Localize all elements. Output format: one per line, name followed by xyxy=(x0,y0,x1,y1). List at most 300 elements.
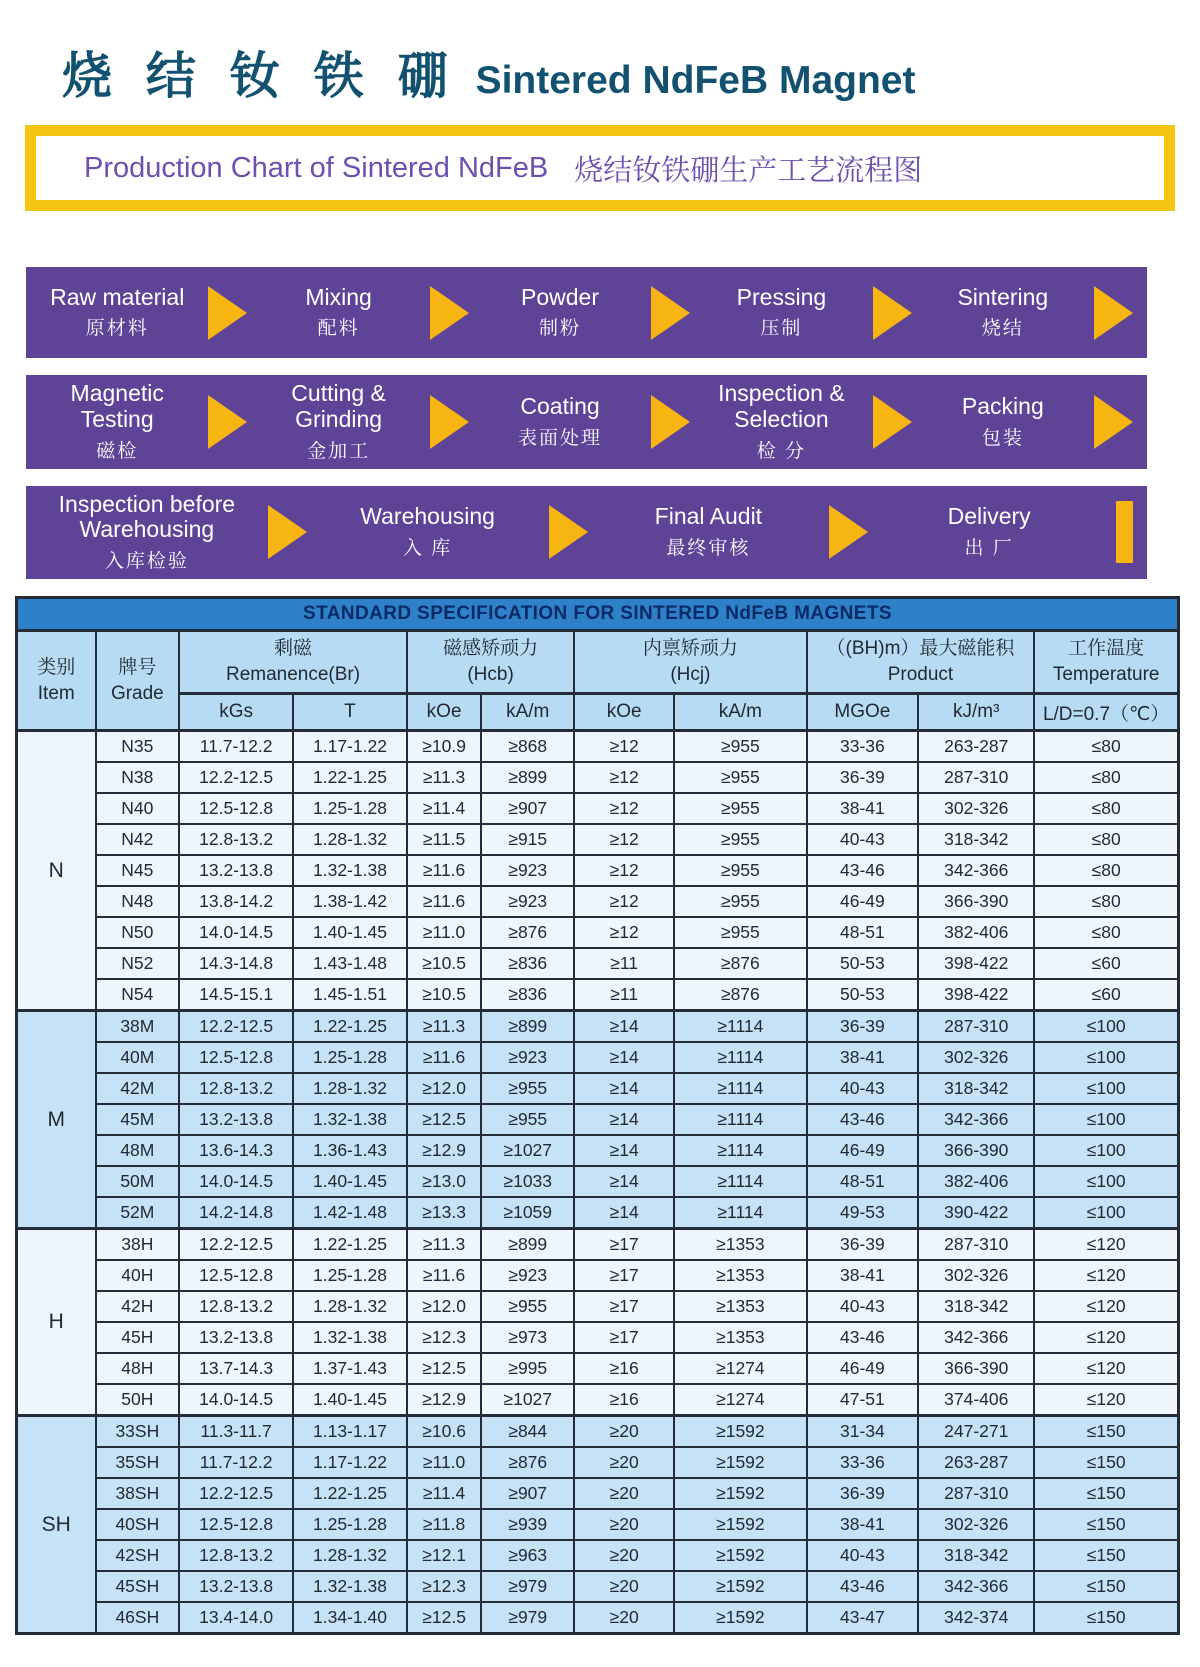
flow-step xyxy=(26,486,268,580)
value-cell: ≥844 xyxy=(481,1416,574,1448)
table-row xyxy=(17,1509,1179,1540)
value-cell: ≥11.6 xyxy=(407,1260,481,1291)
value-cell: ≥11 xyxy=(574,948,674,979)
value-cell: ≥12.5 xyxy=(407,1104,481,1135)
arrow-right-icon xyxy=(208,395,247,449)
value-cell: ≥923 xyxy=(481,886,574,917)
value-cell: 43-46 xyxy=(807,1322,919,1353)
value-cell: ≥1114 xyxy=(674,1073,806,1104)
value-cell: ≥14 xyxy=(574,1073,674,1104)
flow-step xyxy=(469,279,651,347)
value-cell: ≤150 xyxy=(1034,1540,1178,1571)
value-cell: 247-271 xyxy=(918,1416,1034,1448)
flow-step xyxy=(912,388,1094,456)
value-cell: ≥907 xyxy=(481,793,574,824)
value-cell: 40-43 xyxy=(807,1540,919,1571)
value-cell: ≥1592 xyxy=(674,1571,806,1602)
process-flow xyxy=(26,267,1147,579)
value-cell: ≥1353 xyxy=(674,1260,806,1291)
value-cell: ≥1592 xyxy=(674,1416,806,1448)
flow-band-1 xyxy=(26,267,1147,358)
value-cell: 13.4-14.0 xyxy=(179,1602,293,1634)
value-cell: ≥12.0 xyxy=(407,1073,481,1104)
value-cell: ≥17 xyxy=(574,1229,674,1261)
value-cell: 36-39 xyxy=(807,762,919,793)
value-cell: ≥923 xyxy=(481,1260,574,1291)
value-cell: ≤60 xyxy=(1034,948,1178,979)
table-row xyxy=(17,1260,1179,1291)
value-cell: ≥20 xyxy=(574,1509,674,1540)
value-cell: ≥955 xyxy=(674,731,806,763)
table-row xyxy=(17,793,1179,824)
col-unit-header: kA/m xyxy=(674,694,806,731)
table-row xyxy=(17,1042,1179,1073)
col-header-item xyxy=(17,631,96,731)
value-cell: 13.6-14.3 xyxy=(179,1135,293,1166)
value-cell: 13.2-13.8 xyxy=(179,1104,293,1135)
col-group-header xyxy=(807,631,1035,694)
value-cell: ≥939 xyxy=(481,1509,574,1540)
value-cell: ≥14 xyxy=(574,1197,674,1229)
value-cell: ≥12 xyxy=(574,855,674,886)
grade-cell: 38SH xyxy=(96,1478,180,1509)
flow-step-label-en: Final Audit xyxy=(654,503,763,530)
value-cell: ≤80 xyxy=(1034,793,1178,824)
flow-step xyxy=(912,279,1094,347)
grade-cell: 42H xyxy=(96,1291,180,1322)
table-row xyxy=(17,1135,1179,1166)
value-cell: 263-287 xyxy=(918,731,1034,763)
flow-step-label-zh: 出 厂 xyxy=(964,538,1014,560)
value-cell: 48-51 xyxy=(807,1166,919,1197)
value-cell: 1.25-1.28 xyxy=(293,1042,407,1073)
value-cell: ≥923 xyxy=(481,1042,574,1073)
value-cell: 14.0-14.5 xyxy=(179,1166,293,1197)
grade-cell: 42M xyxy=(96,1073,180,1104)
value-cell: ≤120 xyxy=(1034,1384,1178,1416)
value-cell: ≥20 xyxy=(574,1478,674,1509)
value-cell: 13.2-13.8 xyxy=(179,855,293,886)
value-cell: ≥12.9 xyxy=(407,1384,481,1416)
col-group-header-en: Remanence(Br) xyxy=(225,664,361,685)
value-cell: 1.17-1.22 xyxy=(293,1447,407,1478)
value-cell: 31-34 xyxy=(807,1416,919,1448)
table-row xyxy=(17,1073,1179,1104)
flow-step-label-en: Inspection before Warehousing xyxy=(58,490,236,543)
grade-cell: N35 xyxy=(96,731,180,763)
value-cell: ≥13.3 xyxy=(407,1197,481,1229)
flow-step-label-en: Inspection & Selection xyxy=(718,380,845,432)
value-cell: ≥876 xyxy=(674,948,806,979)
value-cell: ≥955 xyxy=(481,1291,574,1322)
item-cell: M xyxy=(17,1011,96,1229)
value-cell: ≥1114 xyxy=(674,1042,806,1073)
flow-step-label-zh: 原材料 xyxy=(85,318,149,340)
col-group-header-en: Product xyxy=(887,664,954,685)
grade-cell: N45 xyxy=(96,855,180,886)
value-cell: ≥11.8 xyxy=(407,1509,481,1540)
value-cell: 12.5-12.8 xyxy=(179,1042,293,1073)
value-cell: ≥12 xyxy=(574,762,674,793)
page-title xyxy=(62,36,1200,108)
arrow-right-icon xyxy=(1094,286,1133,340)
flow-step xyxy=(588,498,830,566)
value-cell: ≥915 xyxy=(481,824,574,855)
table-row xyxy=(17,1540,1179,1571)
table-row xyxy=(17,1291,1179,1322)
value-cell: 43-46 xyxy=(807,1104,919,1135)
col-unit-header: kJ/m³ xyxy=(918,694,1034,731)
value-cell: 43-46 xyxy=(807,855,919,886)
value-cell: ≥955 xyxy=(481,1073,574,1104)
value-cell: 49-53 xyxy=(807,1197,919,1229)
value-cell: ≥20 xyxy=(574,1540,674,1571)
value-cell: 36-39 xyxy=(807,1229,919,1261)
flow-step xyxy=(26,375,208,469)
grade-cell: 45SH xyxy=(96,1571,180,1602)
value-cell: ≤120 xyxy=(1034,1260,1178,1291)
value-cell: 40-43 xyxy=(807,1291,919,1322)
value-cell: ≥11 xyxy=(574,979,674,1011)
value-cell: 38-41 xyxy=(807,1042,919,1073)
table-row xyxy=(17,1602,1179,1634)
table-row xyxy=(17,1322,1179,1353)
grade-cell: 46SH xyxy=(96,1602,180,1634)
flow-step-label-zh: 压制 xyxy=(760,318,803,340)
value-cell: ≥11.3 xyxy=(407,1229,481,1261)
value-cell: ≥1592 xyxy=(674,1478,806,1509)
table-row xyxy=(17,1011,1179,1043)
arrow-right-icon xyxy=(829,505,868,559)
value-cell: 366-390 xyxy=(918,886,1034,917)
value-cell: ≥1592 xyxy=(674,1447,806,1478)
value-cell: ≥11.4 xyxy=(407,793,481,824)
value-cell: ≤150 xyxy=(1034,1509,1178,1540)
table-row xyxy=(17,948,1179,979)
value-cell: 38-41 xyxy=(807,1260,919,1291)
value-cell: ≤120 xyxy=(1034,1229,1178,1261)
value-cell: 12.5-12.8 xyxy=(179,793,293,824)
table-row xyxy=(17,1571,1179,1602)
value-cell: 1.25-1.28 xyxy=(293,1509,407,1540)
col-group-header xyxy=(574,631,806,694)
value-cell: ≥899 xyxy=(481,1229,574,1261)
flow-step-label-zh: 磁检 xyxy=(96,440,139,462)
value-cell: 1.34-1.40 xyxy=(293,1602,407,1634)
value-cell: 14.0-14.5 xyxy=(179,917,293,948)
grade-cell: 45H xyxy=(96,1322,180,1353)
value-cell: ≥10.6 xyxy=(407,1416,481,1448)
value-cell: ≥1027 xyxy=(481,1384,574,1416)
flow-step-label-zh: 配料 xyxy=(317,318,360,340)
col-group-header xyxy=(407,631,574,694)
col-group-header-en: (Hcb) xyxy=(467,664,514,685)
value-cell: ≥13.0 xyxy=(407,1166,481,1197)
value-cell: ≤100 xyxy=(1034,1104,1178,1135)
value-cell: 38-41 xyxy=(807,793,919,824)
table-row xyxy=(17,1104,1179,1135)
value-cell: 12.5-12.8 xyxy=(179,1509,293,1540)
value-cell: 342-366 xyxy=(918,855,1034,886)
value-cell: ≥1033 xyxy=(481,1166,574,1197)
value-cell: 1.40-1.45 xyxy=(293,917,407,948)
value-cell: 46-49 xyxy=(807,1353,919,1384)
table-row xyxy=(17,1416,1179,1448)
col-group-header-en: (Hcj) xyxy=(670,664,711,685)
value-cell: ≤80 xyxy=(1034,731,1178,763)
grade-cell: 52M xyxy=(96,1197,180,1229)
value-cell: 1.22-1.25 xyxy=(293,762,407,793)
value-cell: 318-342 xyxy=(918,1073,1034,1104)
value-cell: 14.5-15.1 xyxy=(179,979,293,1011)
arrow-right-icon xyxy=(873,395,912,449)
value-cell: ≥955 xyxy=(481,1104,574,1135)
value-cell: ≥876 xyxy=(481,917,574,948)
value-cell: ≥1114 xyxy=(674,1104,806,1135)
value-cell: ≥868 xyxy=(481,731,574,763)
value-cell: 1.25-1.28 xyxy=(293,793,407,824)
value-cell: ≥907 xyxy=(481,1478,574,1509)
value-cell: 374-406 xyxy=(918,1384,1034,1416)
value-cell: ≥955 xyxy=(674,793,806,824)
arrow-right-icon xyxy=(651,395,690,449)
page-title-english: Sintered NdFeB Magnet xyxy=(475,59,916,102)
value-cell: 342-366 xyxy=(918,1104,1034,1135)
table-row xyxy=(17,1447,1179,1478)
flow-step-label-zh: 最终审核 xyxy=(666,538,751,560)
value-cell: 43-47 xyxy=(807,1602,919,1634)
arrow-right-icon xyxy=(651,286,690,340)
value-cell: 50-53 xyxy=(807,948,919,979)
col-unit-header: kA/m xyxy=(481,694,574,731)
table-row xyxy=(17,1353,1179,1384)
value-cell: ≥12 xyxy=(574,886,674,917)
value-cell: ≥836 xyxy=(481,948,574,979)
flow-step-label-en: Magnetic Testing xyxy=(70,380,164,432)
value-cell: ≤150 xyxy=(1034,1602,1178,1634)
value-cell: ≥1114 xyxy=(674,1135,806,1166)
grade-cell: N40 xyxy=(96,793,180,824)
grade-cell: 40M xyxy=(96,1042,180,1073)
value-cell: ≤100 xyxy=(1034,1042,1178,1073)
value-cell: ≤80 xyxy=(1034,824,1178,855)
value-cell: ≥11.0 xyxy=(407,1447,481,1478)
value-cell: 12.2-12.5 xyxy=(179,1011,293,1043)
value-cell: ≥14 xyxy=(574,1042,674,1073)
table-row xyxy=(17,1197,1179,1229)
value-cell: ≥12.9 xyxy=(407,1135,481,1166)
value-cell: ≥17 xyxy=(574,1291,674,1322)
value-cell: ≥1114 xyxy=(674,1011,806,1043)
value-cell: ≤80 xyxy=(1034,855,1178,886)
value-cell: 12.8-13.2 xyxy=(179,1540,293,1571)
grade-cell: N42 xyxy=(96,824,180,855)
grade-cell: 45M xyxy=(96,1104,180,1135)
value-cell: ≥1353 xyxy=(674,1229,806,1261)
value-cell: ≥1059 xyxy=(481,1197,574,1229)
flow-step-label-zh: 入库检验 xyxy=(104,551,189,572)
value-cell: ≤100 xyxy=(1034,1011,1178,1043)
value-cell: ≥1114 xyxy=(674,1197,806,1229)
grade-cell: 40SH xyxy=(96,1509,180,1540)
col-header-item-zh: 类别 xyxy=(37,656,76,678)
value-cell: ≥12.1 xyxy=(407,1540,481,1571)
value-cell: ≥11.3 xyxy=(407,762,481,793)
grade-cell: 38H xyxy=(96,1229,180,1261)
value-cell: 43-46 xyxy=(807,1571,919,1602)
value-cell: 13.2-13.8 xyxy=(179,1322,293,1353)
value-cell: 318-342 xyxy=(918,824,1034,855)
flow-step-label-en: Mixing xyxy=(305,283,372,310)
value-cell: 14.2-14.8 xyxy=(179,1197,293,1229)
value-cell: ≥10.9 xyxy=(407,731,481,763)
value-cell: ≤80 xyxy=(1034,762,1178,793)
grade-cell: 48M xyxy=(96,1135,180,1166)
value-cell: 40-43 xyxy=(807,824,919,855)
table-row xyxy=(17,917,1179,948)
flow-step-label-zh: 入 库 xyxy=(402,538,453,560)
col-header-grade xyxy=(96,631,180,731)
value-cell: ≥11.5 xyxy=(407,824,481,855)
value-cell: ≥973 xyxy=(481,1322,574,1353)
value-cell: 12.8-13.2 xyxy=(179,1073,293,1104)
table-row xyxy=(17,824,1179,855)
flow-step-label-zh: 检 分 xyxy=(756,440,807,462)
value-cell: 1.22-1.25 xyxy=(293,1478,407,1509)
flow-step-label-en: Warehousing xyxy=(360,503,495,530)
arrow-right-icon xyxy=(268,505,307,559)
col-header-grade-en: Grade xyxy=(110,682,164,704)
value-cell: ≥979 xyxy=(481,1602,574,1634)
value-cell: ≥11.6 xyxy=(407,855,481,886)
value-cell: ≥1114 xyxy=(674,1166,806,1197)
flow-step xyxy=(307,498,549,566)
value-cell: 318-342 xyxy=(918,1291,1034,1322)
value-cell: ≥11.6 xyxy=(407,886,481,917)
value-cell: ≤120 xyxy=(1034,1353,1178,1384)
grade-cell: 42SH xyxy=(96,1540,180,1571)
value-cell: ≥955 xyxy=(674,855,806,886)
value-cell: 398-422 xyxy=(918,979,1034,1011)
arrow-right-icon xyxy=(430,286,469,340)
production-chart-banner xyxy=(25,125,1175,211)
value-cell: ≥1274 xyxy=(674,1384,806,1416)
grade-cell: 38M xyxy=(96,1011,180,1043)
flow-step-label-zh: 表面处理 xyxy=(518,427,603,449)
col-group-header-zh: （(BH)m）最大磁能积 xyxy=(826,638,1015,660)
value-cell: 1.28-1.32 xyxy=(293,1540,407,1571)
value-cell: ≥995 xyxy=(481,1353,574,1384)
col-unit-header: kOe xyxy=(574,694,674,731)
value-cell: ≥1274 xyxy=(674,1353,806,1384)
value-cell: 1.42-1.48 xyxy=(293,1197,407,1229)
value-cell: 12.2-12.5 xyxy=(179,1478,293,1509)
value-cell: 342-374 xyxy=(918,1602,1034,1634)
flow-step-label-zh: 金加工 xyxy=(307,440,371,462)
value-cell: 33-36 xyxy=(807,731,919,763)
value-cell: 287-310 xyxy=(918,1011,1034,1043)
value-cell: 398-422 xyxy=(918,948,1034,979)
table-row xyxy=(17,1166,1179,1197)
value-cell: ≥899 xyxy=(481,762,574,793)
value-cell: ≥14 xyxy=(574,1166,674,1197)
value-cell: ≤100 xyxy=(1034,1135,1178,1166)
value-cell: 342-366 xyxy=(918,1571,1034,1602)
grade-cell: N50 xyxy=(96,917,180,948)
flow-step xyxy=(247,279,429,347)
grade-cell: N48 xyxy=(96,886,180,917)
value-cell: ≤60 xyxy=(1034,979,1178,1011)
grade-cell: 50M xyxy=(96,1166,180,1197)
spec-table xyxy=(15,596,1180,1635)
value-cell: 287-310 xyxy=(918,762,1034,793)
col-unit-header: kOe xyxy=(407,694,481,731)
value-cell: ≥1592 xyxy=(674,1509,806,1540)
grade-cell: 40H xyxy=(96,1260,180,1291)
flow-step-label-en: Delivery xyxy=(947,503,1031,530)
value-cell: 1.40-1.45 xyxy=(293,1166,407,1197)
value-cell: 47-51 xyxy=(807,1384,919,1416)
end-bar-icon xyxy=(1116,501,1133,563)
value-cell: ≥1592 xyxy=(674,1540,806,1571)
value-cell: ≥20 xyxy=(574,1447,674,1478)
value-cell: ≤150 xyxy=(1034,1478,1178,1509)
value-cell: ≥12 xyxy=(574,824,674,855)
flow-step-label-zh: 包装 xyxy=(981,427,1024,449)
arrow-right-icon xyxy=(549,505,588,559)
value-cell: ≤100 xyxy=(1034,1166,1178,1197)
value-cell: 12.8-13.2 xyxy=(179,1291,293,1322)
value-cell: 1.28-1.32 xyxy=(293,1291,407,1322)
arrow-right-icon xyxy=(1094,395,1133,449)
value-cell: ≥1027 xyxy=(481,1135,574,1166)
col-unit-header: L/D=0.7（℃） xyxy=(1034,694,1178,731)
value-cell: 1.45-1.51 xyxy=(293,979,407,1011)
flow-step xyxy=(868,498,1110,566)
item-cell: SH xyxy=(17,1416,96,1634)
flow-step xyxy=(690,279,872,347)
col-group-header-zh: 工作温度 xyxy=(1068,638,1145,660)
value-cell: ≤150 xyxy=(1034,1416,1178,1448)
value-cell: 50-53 xyxy=(807,979,919,1011)
value-cell: ≤150 xyxy=(1034,1571,1178,1602)
value-cell: 12.8-13.2 xyxy=(179,824,293,855)
grade-cell: N54 xyxy=(96,979,180,1011)
value-cell: 302-326 xyxy=(918,1260,1034,1291)
value-cell: ≥11.0 xyxy=(407,917,481,948)
value-cell: ≥1353 xyxy=(674,1322,806,1353)
value-cell: ≥955 xyxy=(674,917,806,948)
value-cell: ≥20 xyxy=(574,1571,674,1602)
value-cell: 1.37-1.43 xyxy=(293,1353,407,1384)
grade-cell: 50H xyxy=(96,1384,180,1416)
value-cell: ≥10.5 xyxy=(407,948,481,979)
value-cell: 1.32-1.38 xyxy=(293,1322,407,1353)
flow-step-label-en: Raw material xyxy=(50,283,185,310)
grade-cell: 48H xyxy=(96,1353,180,1384)
value-cell: 11.3-11.7 xyxy=(179,1416,293,1448)
value-cell: 38-41 xyxy=(807,1509,919,1540)
flow-step-label-zh: 制粉 xyxy=(539,318,582,340)
col-group-header-zh: 内禀矫顽力 xyxy=(642,638,738,660)
value-cell: ≥20 xyxy=(574,1416,674,1448)
value-cell: ≥1592 xyxy=(674,1602,806,1634)
value-cell: ≥963 xyxy=(481,1540,574,1571)
value-cell: ≥12.5 xyxy=(407,1602,481,1634)
value-cell: ≥955 xyxy=(674,824,806,855)
value-cell: 12.2-12.5 xyxy=(179,1229,293,1261)
arrow-right-icon xyxy=(208,286,247,340)
